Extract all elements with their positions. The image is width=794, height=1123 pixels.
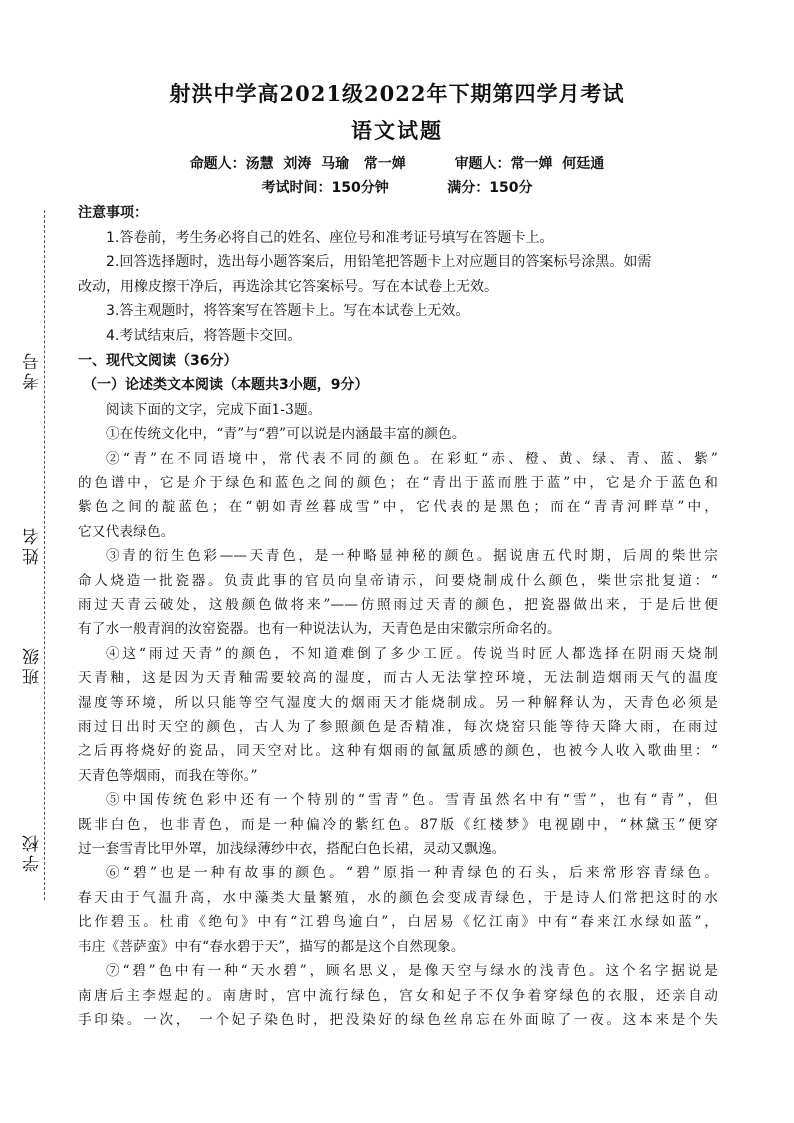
passage-line: ①在传统文化中，“青”与“碧”可以说是内涵最丰富的颜色。: [106, 426, 466, 443]
passage-line: ③青的衍生色彩——天青色，是一种略显神秘的颜色。据说唐五代时期，后周的柴世宗: [106, 548, 718, 565]
exam-body: [78, 201, 718, 1032]
passage-line: 春天由于气温升高，水中藻类大量繁殖，水的颜色会变成青绿色，于是诗人们常把这时的水: [78, 889, 718, 906]
passage-line: 天青釉，这是因为天青釉需要较高的湿度，而古人无法掌控环境，无法制造烟雨天气的温度: [78, 670, 718, 687]
passage-line: ⑦“碧”色中有一种“天水碧”，顾名思义，是像天空与绿水的浅青色。这个名字据说是: [106, 963, 718, 980]
class-label: 班级: [22, 645, 43, 685]
passage-line: ②“青”在不同语境中，常代表不同的颜色。在彩虹“赤、橙、黄、绿、青、蓝、紫”: [106, 450, 718, 467]
name-field: [18, 525, 48, 565]
notice-heading: 注意事项：: [78, 205, 148, 221]
school-field: [18, 832, 48, 872]
exam-no-field: [18, 350, 48, 390]
passage-line: 雨过天青云破处，这般颜色做将来”——仿照雨过天青的颜色，把瓷器做出来，于是后世便: [78, 597, 718, 613]
passage-line: 有了水一般青润的汝窑瓷器。也有一种说法认为，天青色是由宋徽宗所命名的。: [78, 621, 561, 638]
exam-time: 考试时间：150分钟: [261, 180, 389, 196]
passage-line: 天青色等烟雨，而我在等你。”: [78, 767, 258, 784]
authors-line: [0, 153, 794, 173]
notice-item: 4.考试结束后，将答题卡交回。: [106, 327, 302, 344]
passage-line: 雨过日出时天空的颜色，古人为了参照颜色是否精准，每次烧窑只能等待天降大雨，在雨过: [78, 719, 718, 736]
reviewers: 审题人：常一婵 何廷通: [454, 156, 605, 172]
passage-line: 手印染。一次， 一个妃子染色时，把没染好的绿色丝帛忘在外面晾了一夜。这本来是个失: [78, 1011, 718, 1028]
passage-line: 韦庄《菩萨蛮》中有“春水碧于天”，描写的都是这个自然现象。: [78, 938, 465, 955]
time-score-line: [0, 177, 794, 197]
passage-line: ④这“雨过天青”的颜色，不知道难倒了多少工匠。传说当时匠人都选择在阴雨天烧制: [106, 645, 718, 662]
notice-item: 3.答主观题时，将答案写在答题卡上。写在本试卷上无效。: [106, 303, 470, 320]
passage-line: 过一套雪青比甲外罩，加浅绿薄纱中衣，搭配白色长裙，灵动又飘逸。: [78, 841, 506, 858]
passage-line: 它又代表绿色。: [78, 523, 175, 540]
passage-line: 命人烧造一批瓷器。负责此事的官员向皇帝请示，问要烧制成什么颜色，柴世宗批复道：“: [78, 572, 718, 589]
notice-item: 改动，用橡皮擦干净后，再选涂其它答案标号。写在本试卷上无效。: [78, 278, 498, 295]
exam-no-label: 考号: [22, 350, 43, 390]
passage-line: 的色谱中，它是介于绿色和蓝色之间的颜色；在“青出于蓝而胜于蓝”中，它是介于蓝色和: [78, 474, 718, 491]
passage-line: 南唐后主李煜起的。南唐时，宫中流行绿色，宫女和妃子不仅争着穿绿色的衣服，还亲自动: [78, 987, 718, 1004]
passage-line: 比作碧玉。杜甫《绝句》中有“江碧鸟逾白”，白居易《忆江南》中有“春来江水绿如蓝”，: [78, 914, 718, 931]
authors: 命题人：汤慧 刘涛 马瑜 常一婵: [189, 156, 406, 172]
name-label: 姓名: [22, 525, 43, 565]
passage-line: 之后再将烧好的瓷品，同天空对比。这种有烟雨的氤氲质感的颜色，也被今人收入歌曲里：“: [78, 743, 718, 760]
passage-line: ⑥“碧”也是一种有故事的颜色。“碧”原指一种青绿色的石头，后来常形容青绿色。: [106, 865, 718, 882]
notice-item: 2.回答选择题时，选出每小题答案后，用铅笔把答题卡上对应题目的答案标号涂黑。如需: [106, 254, 652, 271]
reading-instruction: 阅读下面的文字，完成下面1-3题。: [106, 401, 322, 418]
notice-item: 1.答卷前，考生务必将自己的姓名、座位号和准考证号填写在答题卡上。: [106, 229, 554, 246]
passage-line: 湿度等环境，所以只能等空气湿度大的烟雨天才能烧制成。另一种解释认为，天青色必须是: [78, 694, 718, 711]
passage-line: 既非白色，也非青色，而是一种偏冷的紫红色。87版《红楼梦》电视剧中，“林黛玉”便穿: [78, 816, 718, 833]
exam-title: 射洪中学高2021级2022年下期第四学月考试: [169, 81, 625, 106]
subsection-title: （一）论述类文本阅读（本题共3小题，9分）: [83, 377, 369, 394]
full-score: 满分：150分: [447, 180, 533, 196]
school-label: 学校: [22, 832, 43, 872]
section-title: 一、现代文阅读（36分）: [78, 352, 238, 369]
passage-line: ⑤中国传统色彩中还有一个特别的“雪青”色。雪青虽然名中有“雪”，也有“青”，但: [106, 792, 718, 809]
reading-passage: [78, 422, 718, 1032]
class-field: [18, 645, 48, 685]
subject-title: 语文试题: [351, 118, 443, 143]
passage-line: 紫色之间的靛蓝色；在“朝如青丝暮成雪”中，它代表的是黑色；而在“青青河畔草”中，: [78, 499, 718, 516]
